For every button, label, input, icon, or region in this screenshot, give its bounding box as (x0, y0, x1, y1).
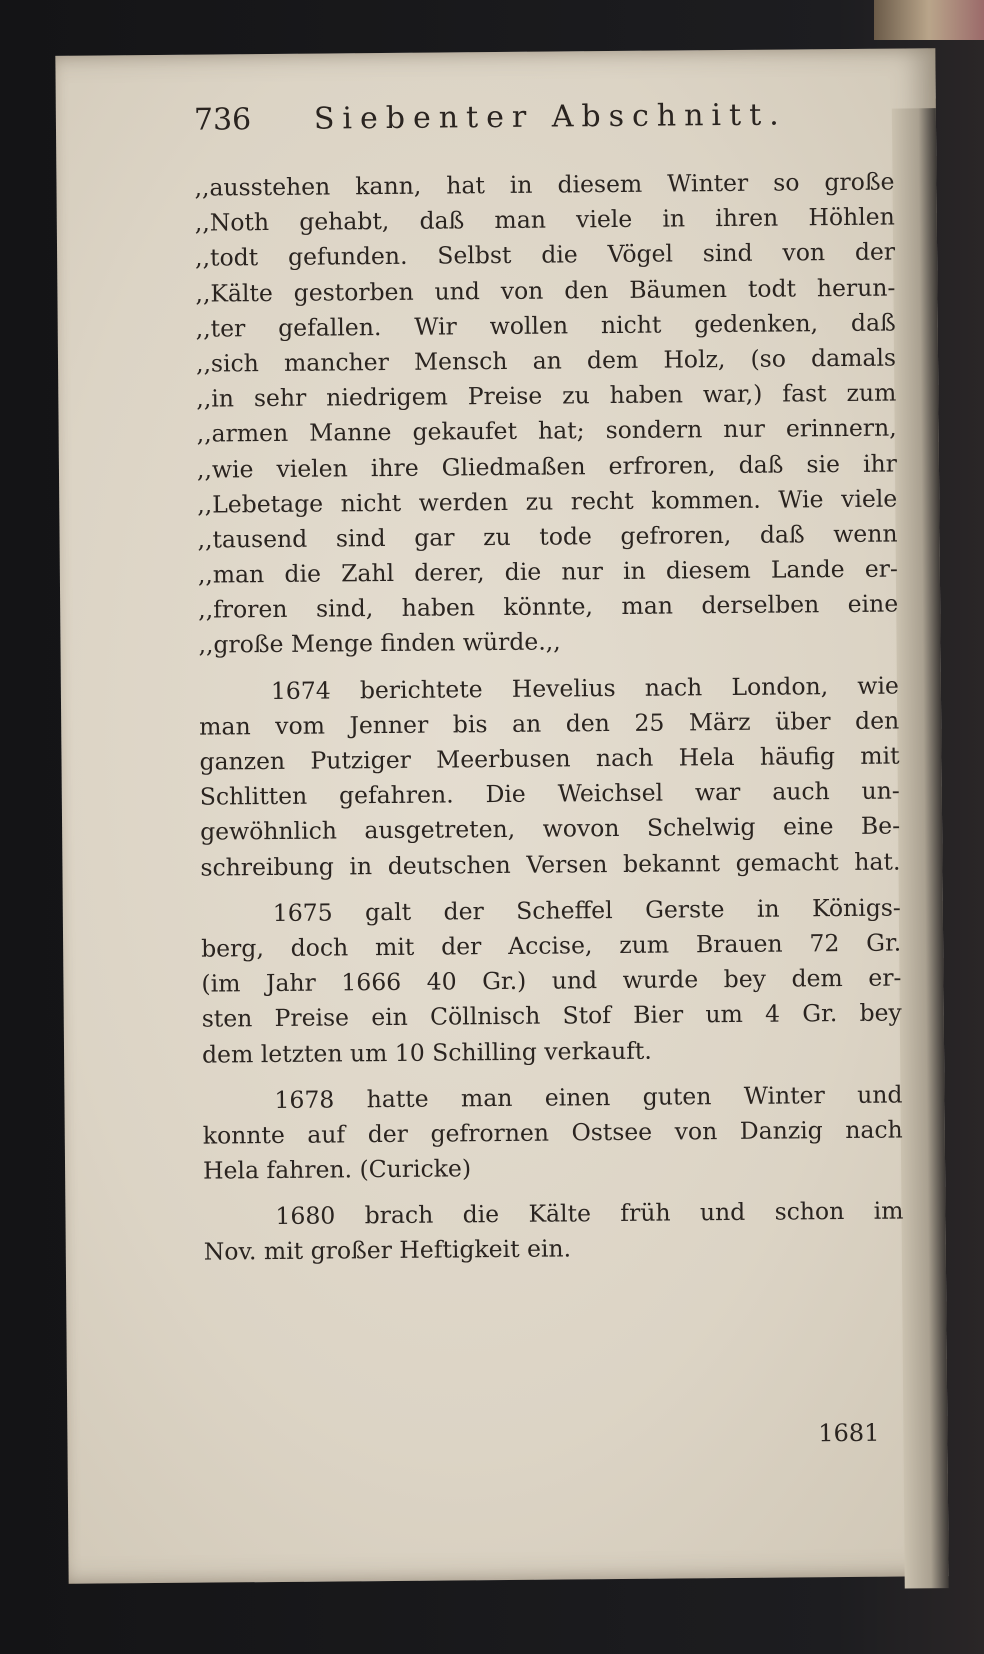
page-number: 736 (193, 102, 252, 138)
paragraph-1674 (199, 668, 901, 885)
text-line: man vom Jenner bis an den 25 März über den (199, 706, 900, 741)
text-line: schreibung in deutschen Versen bekannt gemacht hat. (200, 847, 901, 882)
book-page (55, 48, 948, 1584)
text-line: sten Preise ein Cöllnisch Stof Bier um 4 Gr. bey (201, 998, 902, 1033)
text-line: ,,in sehr niedrigem Preise zu haben war,) fast zum (196, 378, 897, 413)
page-text (193, 97, 904, 1448)
catchword: 1681 (818, 1418, 880, 1448)
paragraph-1675 (201, 890, 903, 1072)
text-line: Hela fahren. (Curicke) (202, 1154, 472, 1185)
text-line: dem letzten um 10 Schilling verkauft. (201, 1036, 652, 1069)
text-line: 1675 galt der Scheffel Gerste in Königs- (272, 893, 901, 927)
text-line: konnte auf der gefrornen Ostsee von Danzig nach (202, 1115, 903, 1150)
text-line: 1674 berichtete Hevelius nach London, wie (270, 671, 899, 705)
text-line: ,,große Menge finden würde.,, (198, 627, 561, 660)
text-line: ,,ter gefallen. Wir wollen nicht gedenken, daß (195, 308, 896, 343)
paragraph-1680 (203, 1194, 904, 1270)
running-title: Siebenter Abschnitt. (313, 97, 787, 137)
text-line: ,,froren sind, haben könnte, man derselben eine (198, 589, 899, 624)
page-header (194, 97, 894, 163)
text-line: (im Jahr 1666 40 Gr.) und wurde bey dem er- (201, 963, 902, 998)
book-corner (874, 0, 984, 40)
text-line: ,,ausstehen kann, hat in diesem Winter so große (194, 167, 895, 202)
text-line: Schlitten gefahren. Die Weichsel war auch un- (199, 776, 900, 811)
text-line: ,,Lebetage nicht werden zu recht kommen. Wie viele (197, 484, 898, 519)
text-line: ganzen Putziger Meerbusen nach Hela häufig mit (199, 741, 900, 776)
paragraph-1678 (202, 1077, 903, 1189)
text-line: 1680 brach die Kälte früh und schon im (275, 1196, 904, 1231)
text-line: ,,Noth gehabt, daß man viele in ihren Höhlen (194, 202, 895, 237)
text-line: Nov. mit großer Heftigkeit ein. (203, 1234, 572, 1267)
text-line: ,,todt gefunden. Selbst die Vögel sind von der (194, 237, 896, 273)
text-line: ,,wie vielen ihre Gliedmaßen erfroren, daß sie ihr (196, 449, 898, 484)
text-line: gewöhnlich ausgetreten, wovon Schelwig eine Be- (200, 811, 901, 847)
text-line: ,,armen Manne gekaufet hat; sondern nur erinnern, (196, 413, 897, 448)
text-line: 1678 hatte man einen guten Winter und (274, 1080, 903, 1114)
text-line: berg, doch mit der Accise, zum Brauen 72 Gr. (201, 928, 902, 963)
text-line: ,,man die Zahl derer, die nur in diesem Lande er- (197, 554, 898, 589)
text-line: ,,tausend sind gar zu tode gefroren, daß wenn (197, 519, 898, 554)
text-line: ,,sich mancher Mensch an dem Holz, (so damals (195, 343, 897, 378)
text-line: ,,Kälte gestorben und von den Bäumen todt herun- (195, 273, 896, 308)
quotation-block (194, 165, 898, 664)
